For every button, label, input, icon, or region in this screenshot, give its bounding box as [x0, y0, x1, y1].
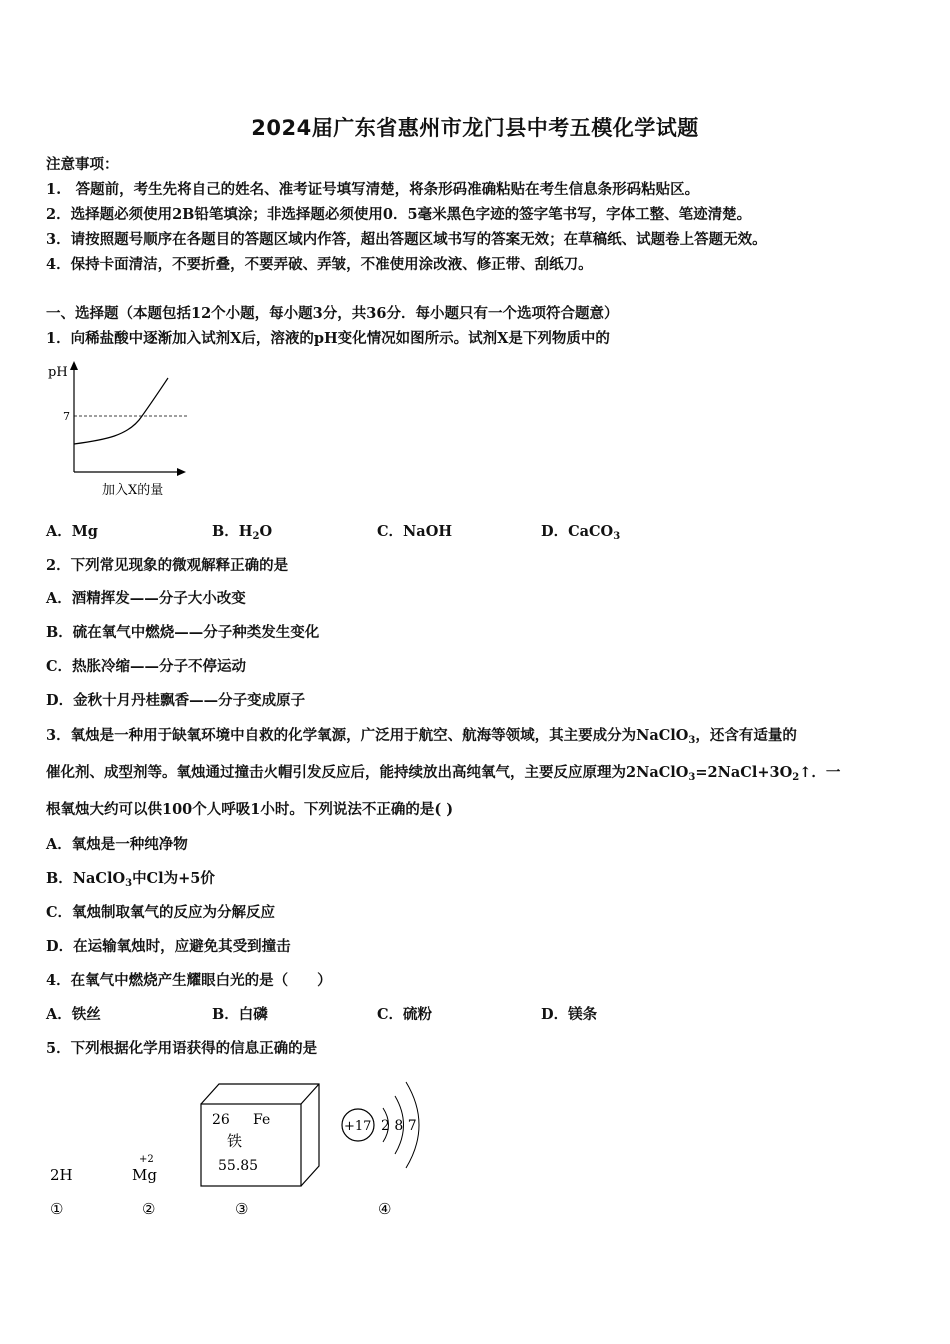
y-axis-arrow	[70, 361, 78, 370]
q4-option-b: B．白磷	[212, 1006, 268, 1023]
q3-option-a: A．氧烛是一种纯净物	[46, 836, 188, 853]
q2-option-d: D．金秋十月丹桂飘香——分子变成原子	[46, 692, 306, 709]
fig1-2h: 2H	[50, 1166, 73, 1184]
fig2-mg: Mg	[132, 1166, 157, 1184]
fig3-name: 铁	[227, 1132, 243, 1150]
x-axis-arrow	[177, 468, 186, 476]
q3-option-c: C．氧烛制取氧气的反应为分解反应	[46, 904, 276, 921]
q3-stem-line-1: 3．氧烛是一种用于缺氧环境中自救的化学氧源，广泛用于航空、航海等领域，其主要成分为NaClO$_3$，还含有适量的	[46, 727, 797, 746]
fig-label-4: ④	[378, 1200, 392, 1218]
q4-option-a: A．铁丝	[46, 1006, 101, 1023]
q2-option-c: C．热胀冷缩——分子不停运动	[46, 658, 247, 675]
q5-figures	[40, 1066, 440, 1226]
q4-option-d: D．镁条	[541, 1006, 598, 1023]
note-item-4: 4．保持卡面清洁，不要折叠，不要弄破、弄皱，不准使用涂改液、修正带、刮纸刀。	[46, 256, 593, 273]
fig-label-2: ②	[142, 1200, 156, 1218]
q3-stem-line-3: 根氧烛大约可以供100个人呼吸1小时。下列说法不正确的是( )	[46, 801, 454, 818]
page-title: 2024届广东省惠州市龙门县中考五模化学试题	[251, 116, 699, 140]
q3-option-d: D．在运输氧烛时，应避免其受到撞击	[46, 938, 291, 955]
x-axis-label: 加入X的量	[102, 483, 164, 498]
fig2-charge: +2	[139, 1154, 154, 1165]
fig4-electrons: 2 8 7	[381, 1118, 417, 1134]
q1-stem: 1．向稀盐酸中逐渐加入试剂X后，溶液的pH变化情况如图所示。试剂X是下列物质中的	[46, 330, 610, 347]
fig3-element-cell	[201, 1084, 319, 1186]
ph-curve	[74, 378, 168, 444]
fig3-mass: 55.85	[218, 1158, 259, 1174]
q4-stem: 4．在氧气中燃烧产生耀眼白光的是（ ）	[46, 972, 332, 989]
q4-option-c: C．硫粉	[377, 1006, 433, 1023]
fig4-atom-structure	[342, 1082, 419, 1168]
q3-stem-line-2: 催化剂、成型剂等。氧烛通过撞击火帽引发反应后，能持续放出高纯氧气，主要反应原理为$2NaClO_3=2NaCl+3O_2↑$．一	[46, 764, 841, 783]
q2-stem: 2．下列常见现象的微观解释正确的是	[46, 557, 289, 574]
tick-7-label: 7	[63, 410, 70, 423]
q3-option-b: B．NaClO$_3$中Cl为+5价	[46, 870, 215, 889]
y-axis-label: pH	[48, 365, 68, 380]
note-item-3: 3．请按照题号顺序在各题目的答题区域内作答，超出答题区域书写的答案无效；在草稿纸、试题卷上答题无效。	[46, 231, 767, 248]
fig4-nucleus-charge: +17	[344, 1119, 372, 1134]
note-item-2: 2．选择题必须使用2B铅笔填涂；非选择题必须使用0．5毫米黑色字迹的签字笔书写，字体工整、笔迹清楚。	[46, 206, 752, 223]
q2-option-a: A．酒精挥发——分子大小改变	[46, 590, 246, 607]
fig-label-3: ③	[235, 1200, 249, 1218]
q5-stem: 5．下列根据化学用语获得的信息正确的是	[46, 1040, 318, 1057]
q1-option-b: B．$H_2O$	[212, 523, 273, 542]
q1-option-d: D．CaCO$_3$	[541, 523, 621, 542]
notes-heading: 注意事项：	[46, 156, 119, 173]
note-item-1: 1. 答题前，考生先将自己的姓名、准考证号填写清楚，将条形码准确粘贴在考生信息条形码粘贴区。	[46, 181, 700, 198]
q2-option-b: B．硫在氧气中燃烧——分子种类发生变化	[46, 624, 320, 641]
q1-option-c: C．NaOH	[377, 523, 453, 540]
fig-label-1: ①	[50, 1200, 64, 1218]
section-heading: 一、选择题（本题包括12个小题，每小题3分，共36分．每小题只有一个选项符合题意）	[46, 305, 619, 322]
q1-option-a: A．Mg	[46, 523, 98, 540]
fig3-symbol: Fe	[253, 1112, 271, 1128]
fig3-atomic-number: 26	[212, 1112, 230, 1128]
q1-ph-graph	[44, 358, 204, 500]
